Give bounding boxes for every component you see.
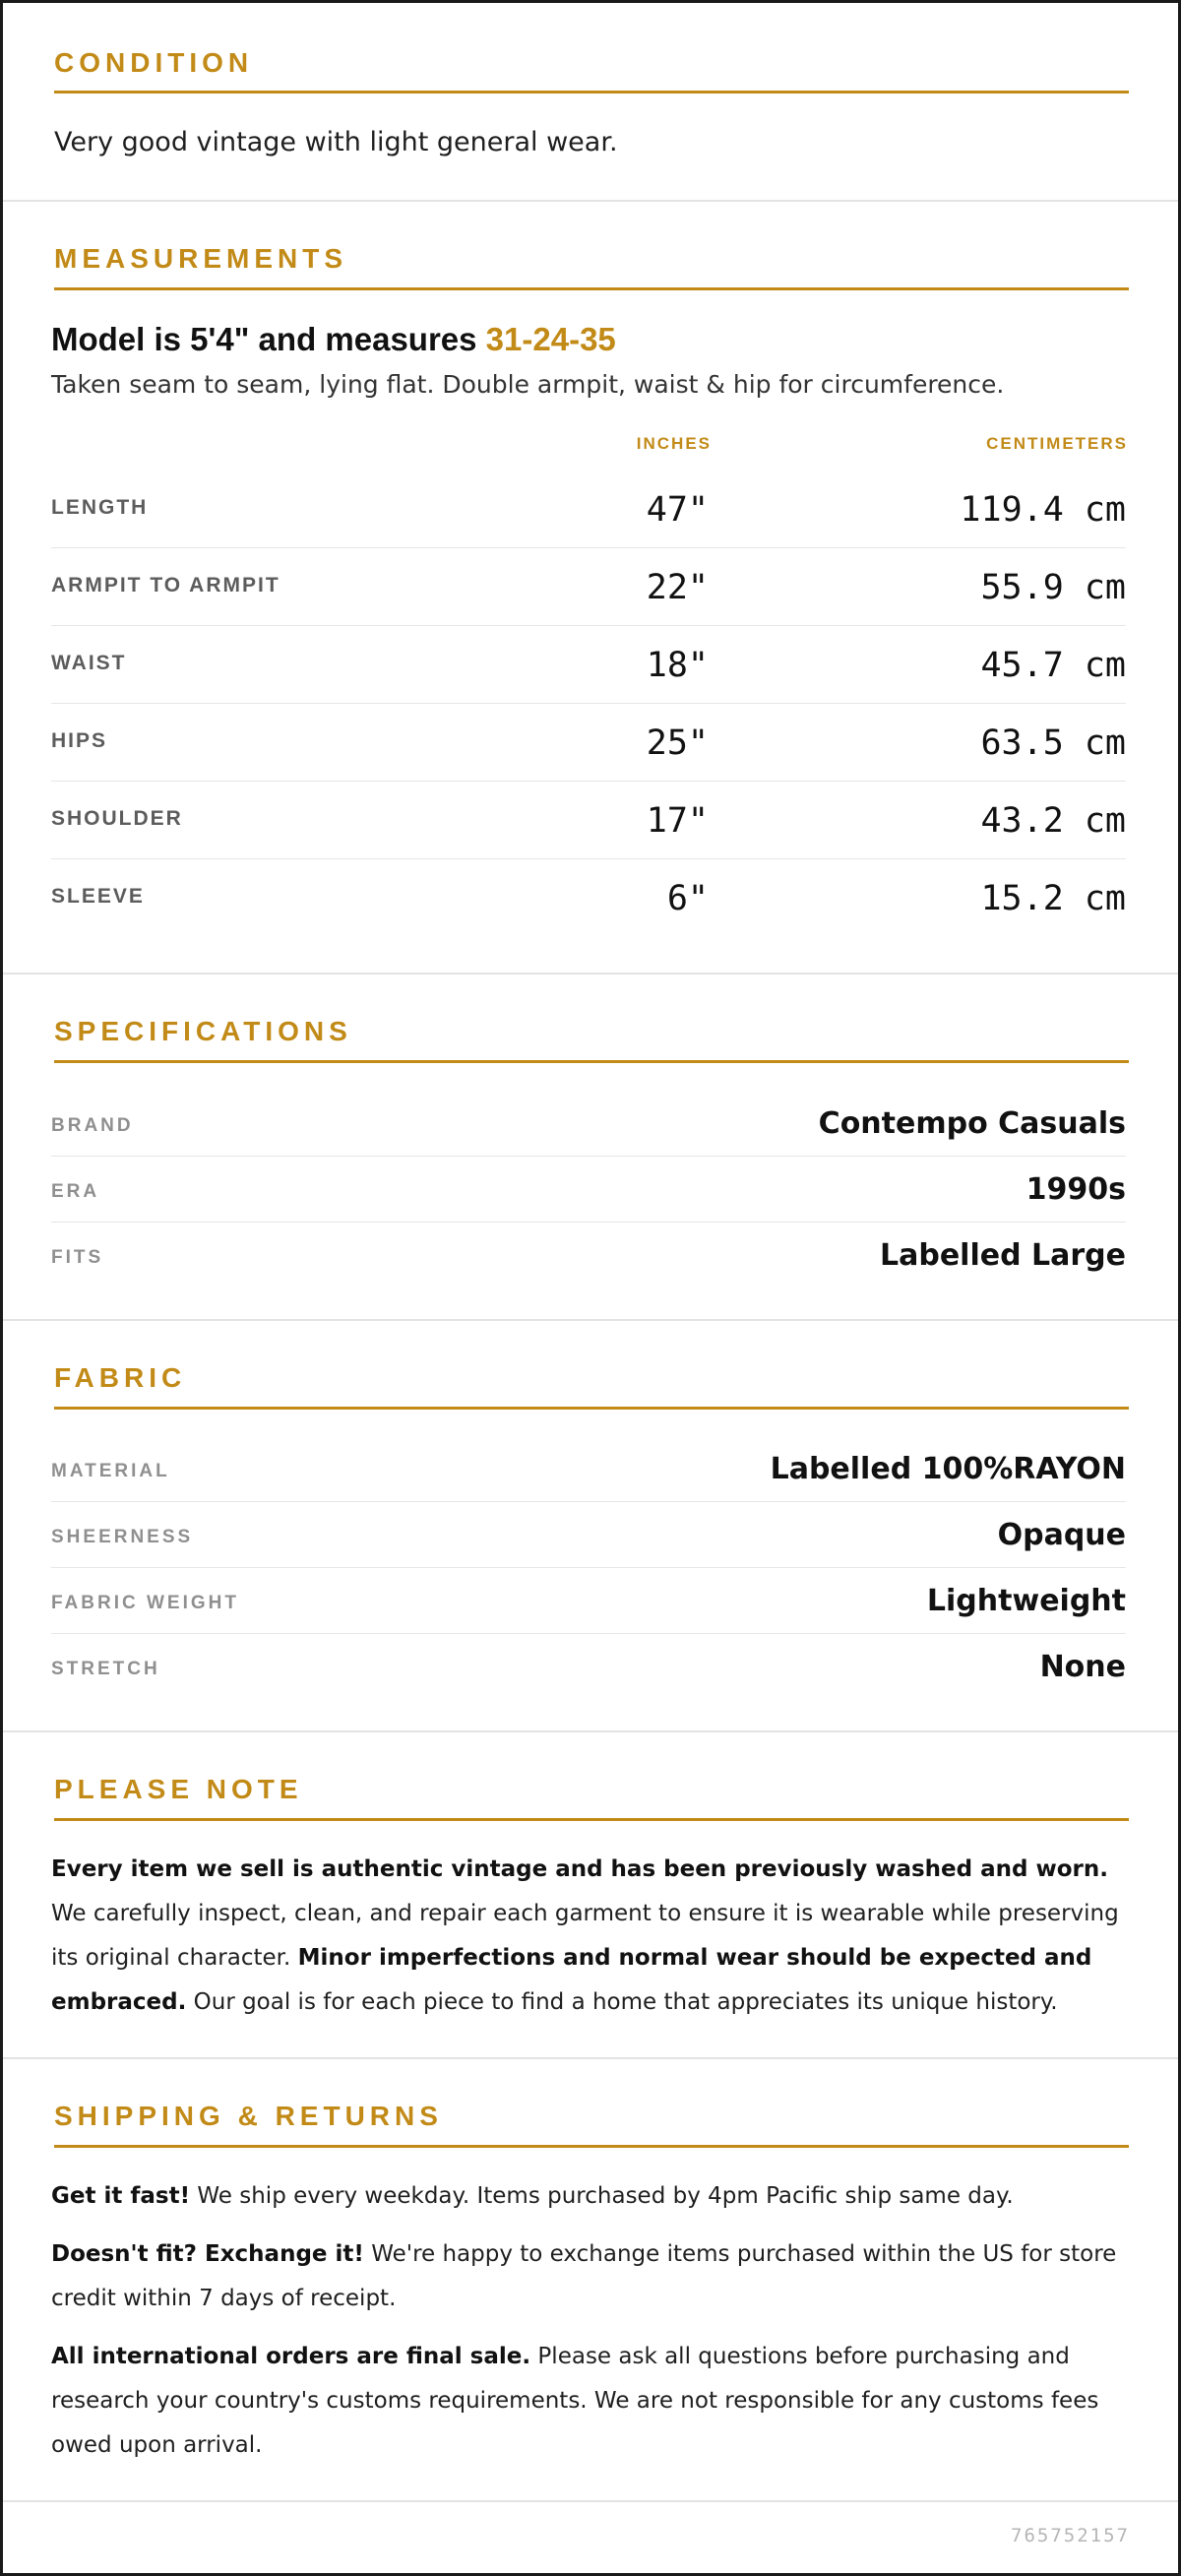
- measurement-row-sleeve: [51, 859, 1126, 937]
- measurement-row-shoulder: [51, 782, 1126, 859]
- please-note-heading-rule: [54, 1818, 1129, 1821]
- spec-value: Labelled Large: [880, 1238, 1126, 1273]
- measurements-note: Taken seam to seam, lying flat. Double armpit, waist & hip for circumference.: [51, 370, 1005, 399]
- measurement-row-waist: [51, 626, 1126, 704]
- measurement-label: SHOULDER: [51, 807, 183, 830]
- condition-heading: CONDITION: [54, 47, 254, 78]
- shipping-p1-bold: Get it fast!: [51, 2183, 191, 2209]
- measurement-cm: 63.5 cm: [980, 723, 1126, 763]
- measurement-row-length: [51, 471, 1126, 548]
- note-bold-1: Every item we sell is authentic vintage and has been previously washed and worn.: [51, 1856, 1108, 1882]
- fabric-heading-rule: [54, 1407, 1129, 1410]
- measurements-heading: MEASUREMENTS: [54, 243, 348, 274]
- measurement-inches: 17": [646, 801, 709, 841]
- model-measures-value: 31-24-35: [485, 321, 616, 357]
- note-text-2: Our goal is for each piece to find a home that appreciates its unique history.: [186, 1989, 1058, 2015]
- fabric-label: FABRIC WEIGHT: [51, 1593, 239, 1613]
- measurement-label: ARMPIT TO ARMPIT: [51, 574, 280, 597]
- measurement-inches: 6": [666, 879, 709, 918]
- spec-value: Contempo Casuals: [818, 1106, 1126, 1141]
- spec-row-fits: [51, 1223, 1126, 1288]
- measurement-inches: 25": [646, 723, 709, 763]
- measurement-inches: 18": [646, 646, 709, 685]
- measurement-row-armpit: [51, 548, 1126, 626]
- measurement-cm: 55.9 cm: [980, 568, 1126, 607]
- measurement-row-hips: [51, 704, 1126, 782]
- note-text-1: We carefully inspect, clean, and repair each garment to ensure it is wearable while preserving its original character.: [51, 1901, 1119, 1971]
- shipping-p2-text: We're happy to exchange items purchased within the US for store credit within 7 days of receipt.: [51, 2241, 1117, 2311]
- measurement-cm: 119.4 cm: [960, 490, 1126, 530]
- measurement-label: WAIST: [51, 652, 127, 674]
- fabric-label: SHEERNESS: [51, 1527, 194, 1547]
- fabric-row-stretch: [51, 1634, 1126, 1700]
- fabric-row-sheerness: [51, 1502, 1126, 1568]
- fabric-label: STRETCH: [51, 1659, 160, 1679]
- specifications-heading: SPECIFICATIONS: [54, 1016, 352, 1046]
- shipping-heading-rule: [54, 2145, 1129, 2148]
- fabric-label: MATERIAL: [51, 1461, 170, 1481]
- model-measurements-line: [51, 321, 616, 358]
- note-bold-2: Minor imperfections and normal wear should be expected and embraced.: [51, 1945, 1092, 2015]
- fabric-row-material: [51, 1436, 1126, 1502]
- column-header-centimeters: CENTIMETERS: [986, 434, 1128, 453]
- shipping-paragraph-2: [51, 2232, 1126, 2321]
- shipping-heading: SHIPPING & RETURNS: [54, 2101, 443, 2131]
- fabric-value: None: [1039, 1650, 1126, 1684]
- spec-row-era: [51, 1157, 1126, 1223]
- spec-label: ERA: [51, 1181, 100, 1202]
- specifications-heading-rule: [54, 1060, 1129, 1063]
- measurement-label: SLEEVE: [51, 885, 145, 908]
- product-sku: 765752157: [1011, 2525, 1130, 2546]
- measurement-cm: 43.2 cm: [980, 801, 1126, 841]
- spec-label: BRAND: [51, 1115, 134, 1136]
- spec-value: 1990s: [1026, 1172, 1126, 1207]
- shipping-paragraph-1: [51, 2174, 1126, 2219]
- condition-text: Very good vintage with light general wear.: [54, 127, 618, 157]
- measurement-label: HIPS: [51, 729, 108, 752]
- shipping-p2-bold: Doesn't fit? Exchange it!: [51, 2241, 364, 2267]
- condition-section: [3, 3, 1178, 202]
- measurements-heading-rule: [54, 287, 1129, 290]
- fabric-row-weight: [51, 1568, 1126, 1634]
- fabric-value: Lightweight: [926, 1584, 1126, 1618]
- shipping-p1-text: We ship every weekday. Items purchased by 4pm Pacific ship same day.: [190, 2183, 1014, 2209]
- model-prefix: Model is 5'4" and measures: [51, 321, 486, 357]
- please-note-paragraph: [51, 1848, 1126, 2025]
- shipping-p3-text: Please ask all questions before purchasing and research your country's customs requirements. We are not responsible for any customs fees owed upon arrival.: [51, 2344, 1099, 2458]
- spec-row-brand: [51, 1091, 1126, 1157]
- shipping-p3-bold: All international orders are final sale.: [51, 2344, 531, 2369]
- fabric-heading: FABRIC: [54, 1362, 187, 1393]
- measurement-inches: 47": [646, 490, 709, 530]
- condition-heading-rule: [54, 91, 1129, 94]
- measurement-cm: 15.2 cm: [980, 879, 1126, 918]
- measurement-inches: 22": [646, 568, 709, 607]
- spec-label: FITS: [51, 1247, 104, 1268]
- fabric-value: Opaque: [997, 1518, 1126, 1552]
- column-header-inches: INCHES: [636, 434, 712, 453]
- shipping-paragraph-3: [51, 2335, 1126, 2468]
- fabric-value: Labelled 100%RAYON: [770, 1452, 1126, 1486]
- measurement-label: LENGTH: [51, 496, 149, 519]
- please-note-heading: PLEASE NOTE: [54, 1774, 303, 1804]
- measurement-cm: 45.7 cm: [980, 646, 1126, 685]
